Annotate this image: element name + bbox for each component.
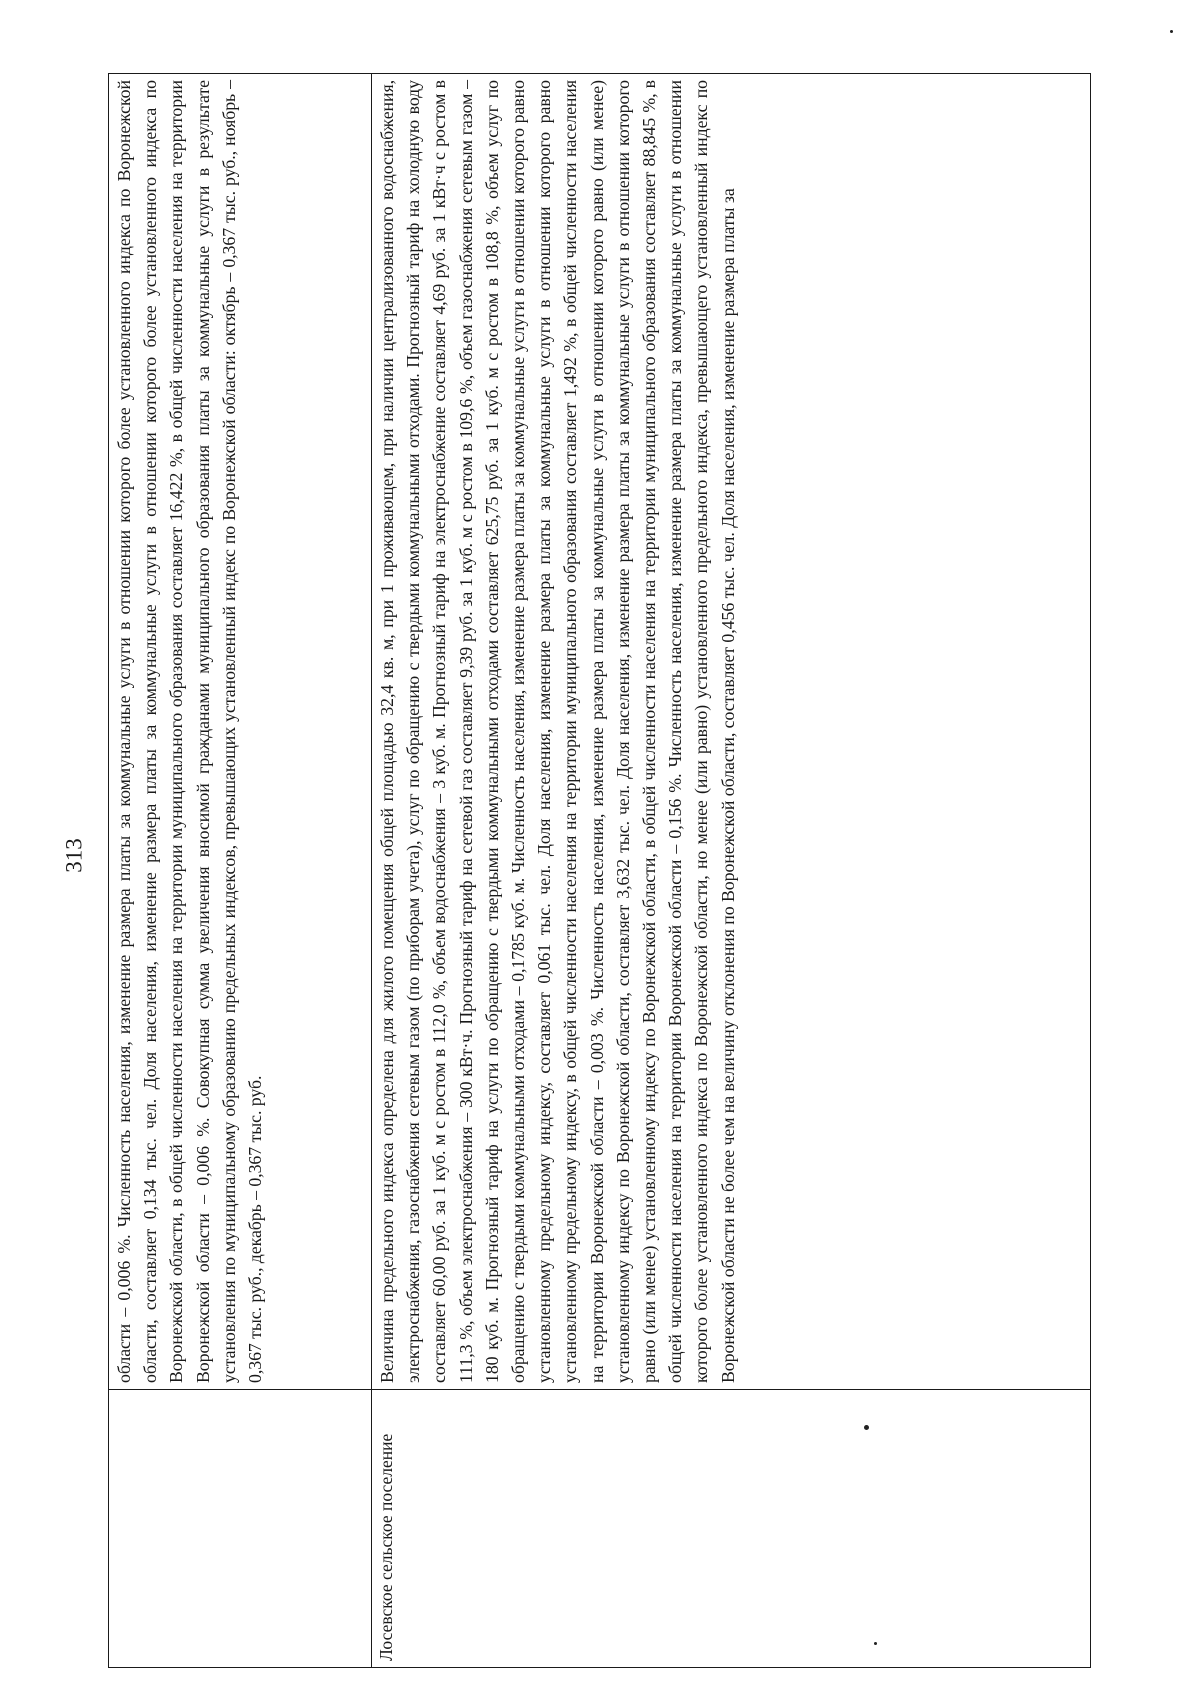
settlement-name-cell xyxy=(109,1390,372,1668)
scan-speck xyxy=(1170,30,1173,33)
table-row xyxy=(109,74,372,1668)
description-cell: Величина предельного индекса определена для жилого помещения общей площадью 32,4 кв. м, при 1 проживающем, при наличии централизованного водоснабжения, электроснабжения, газоснабжения сетевым газом (по приборам учета), услуг по обращению с твердыми коммунальными отходами. Прогнозный тариф на холодную воду составляет 60,00 руб. за 1 куб. м с ростом в 112,0 %, объем водоснабжения – 3 куб. м. Прогнозный тариф на электроснабжение составляет 4,69 руб. за 1 кВт·ч с ростом в 111,3 %, объем электроснабжения – 300 кВт·ч. Прогнозный тариф на сетевой газ составляет 9,39 руб. за 1 куб. м с ростом в 109,6 %, объем газоснабжения сетевым газом – 180 куб. м. Прогнозный тариф на услуги по обращению с твердыми коммунальными отходами составляет 625,75 руб. за 1 куб. м с ростом в 108,8 %, объем услуг по обращению с твердыми коммунальными отходами – 0,1785 куб. м. Численность населения, изменение размера платы за коммунальные услуги в отношении которого равно установленному предельному индексу, составляет 0,061 тыс. чел. Доля населения, изменение размера платы за коммунальные услуги в отношении которого равно установленному предельному индексу, в общей численности населения на территории муниципального образования составляет 1,492 %, в общей численности населения на территории Воронежской области – 0,003 %. Численность населения, изменение размера платы за коммунальные услуги в отношении которого равно (или менее) установленному индексу по Воронежской области, составляет 3,632 тыс. чел. Доля населения, изменение размера платы за коммунальные услуги в отношении которого равно (или менее) установленному индексу по Воронежской области, в общей численности населения на территории муниципального образования составляет 88,845 %, в общей численности населения на территории Воронежской области – 0,156 %. Численность населения, изменение размера платы за коммунальные услуги в отношении которого более установленного индекса по Воронежской области, но менее (или равно) установленного предельного индекса, превышающего установленный индекс по Воронежской области не более чем на величину отклонения по Воронежской области, составляет 0,456 тыс. чел. Доля населения, изменение размера платы за xyxy=(372,74,1091,1390)
rotated-page-content xyxy=(108,73,1091,1668)
table-row xyxy=(372,74,1091,1668)
page-number: 313 xyxy=(61,838,87,873)
scan-speck xyxy=(864,1425,869,1430)
indices-table xyxy=(108,73,1091,1668)
settlement-name-cell: Лосевское сельское поселение xyxy=(372,1390,1091,1668)
description-cell: области – 0,006 %. Численность населения, изменение размера платы за коммунальные услуги в отношении которого более установленного индекса по Воронежской области, составляет 0,134 тыс. чел. Доля населения, изменение размера платы за коммунальные услуги в отношении которого более установленного индекса по Воронежской области, в общей численности населения на территории муниципального образования составляет 16,422 %, в общей численности населения на территории Воронежской области – 0,006 %. Совокупная сумма увеличения вносимой гражданами муниципального образования платы за коммунальные услуги в результате установления по муниципальному образованию предельных индексов, превышающих установленный индекс по Воронежской области: октябрь – 0,367 тыс. руб., ноябрь – 0,367 тыс. руб., декабрь – 0,367 тыс. руб. xyxy=(109,74,372,1390)
